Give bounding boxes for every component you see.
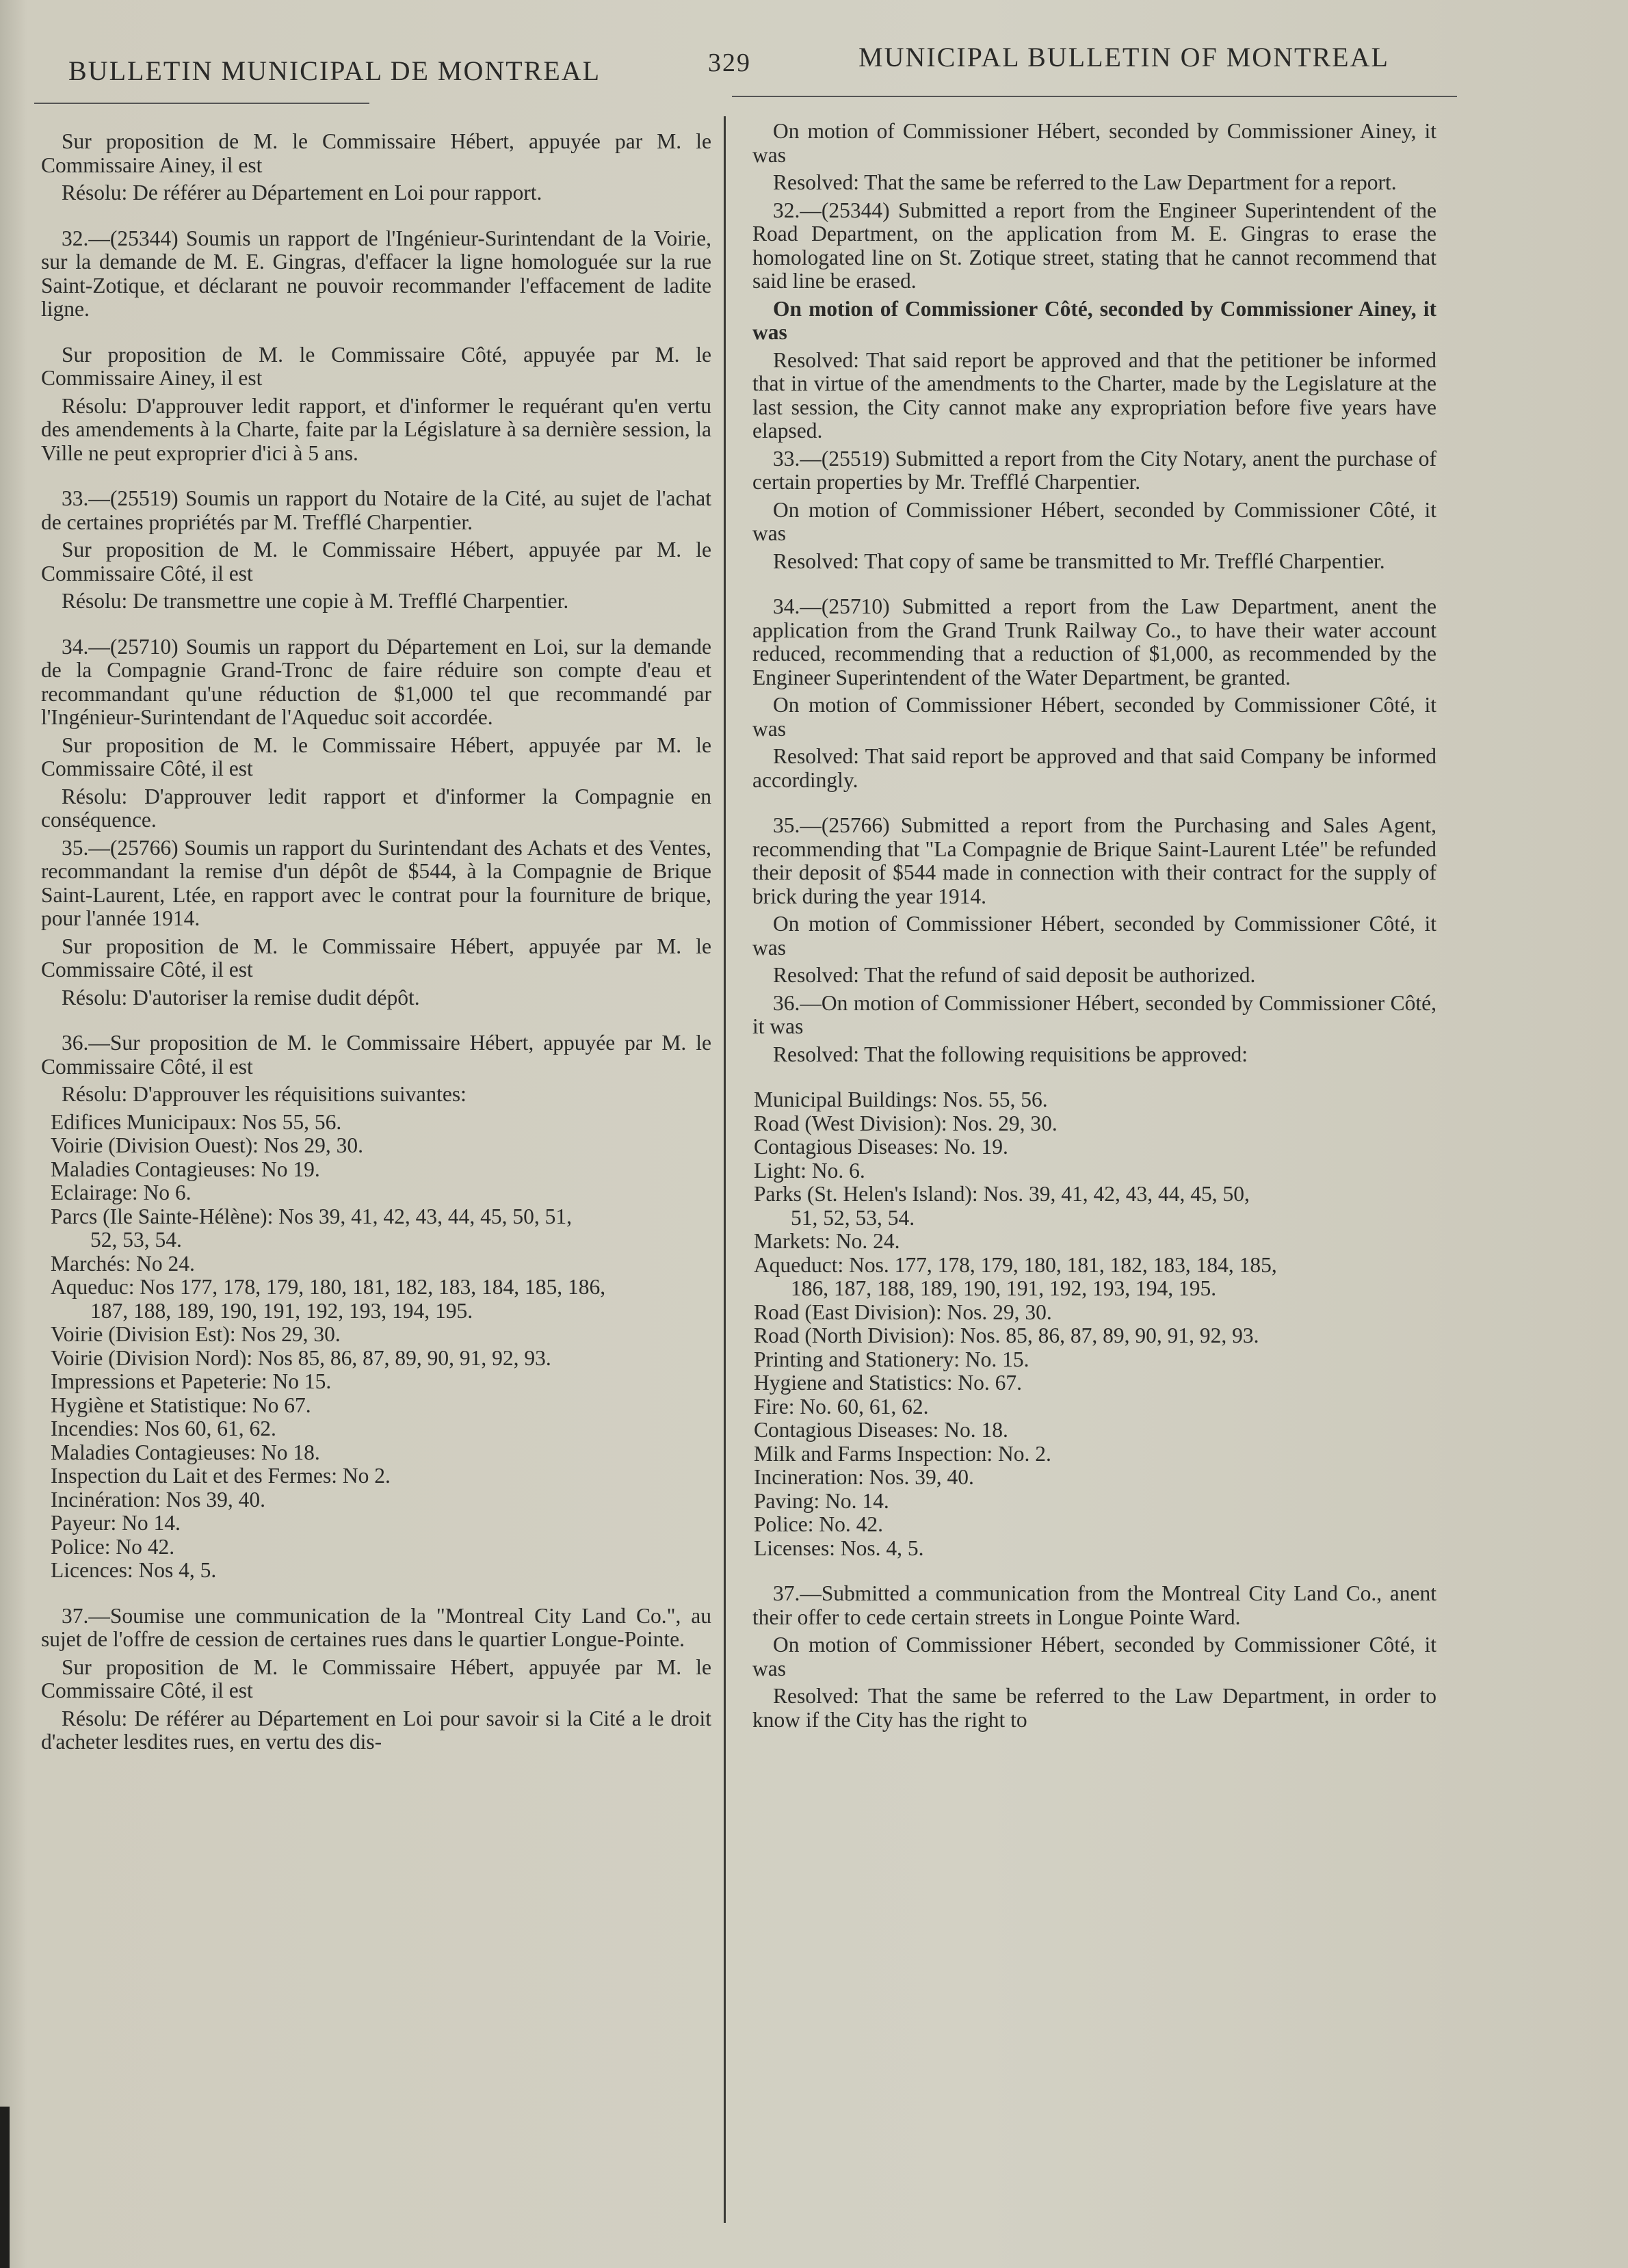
list-item: 52, 53, 54.: [90, 1228, 182, 1252]
list-item: Parcs (Ile Sainte-Hélène): Nos 39, 41, 42, 43, 44, 45, 50, 51,: [51, 1204, 572, 1228]
page-number: 329: [708, 49, 751, 77]
en-resolution: Resolved: That the following requisitions be approved:: [773, 1042, 1248, 1066]
list-item: Marchés: No 24.: [51, 1251, 195, 1276]
list-item: Road (East Division): Nos. 29, 30.: [754, 1300, 1052, 1324]
fr-item-35: 35.—(25766) Soumis un rapport du Surintendant des Achats et des Ventes, recommandant la remise d'un dépôt de $544, à la Compagnie de Brique Saint-Laurent, Ltée, en rapport avec le contrat pour la fourniture de brique, pour l'année 1914.: [41, 835, 711, 930]
list-item: Police: No 42.: [51, 1534, 175, 1559]
list-item: Parks (St. Helen's Island): Nos. 39, 41, 42, 43, 44, 45, 50,: [754, 1182, 1250, 1206]
list-item: Impressions et Papeterie: No 15.: [51, 1369, 332, 1393]
header-rule-right: [732, 96, 1457, 97]
list-item: Hygiene and Statistics: No. 67.: [754, 1371, 1022, 1395]
list-item: Police: No. 42.: [754, 1512, 883, 1536]
en-motion: On motion of Commissioner Hébert, seconded by Commissioner Côté, it was: [752, 1633, 1436, 1680]
en-item-32: 32.—(25344) Submitted a report from the Engineer Superintendent of the Road Department, on the application from M. E. Gingras to erase the homologated line on St. Zotique street, stating that he cannot recommend that said line be erased.: [752, 198, 1436, 293]
list-item: Road (West Division): Nos. 29, 30.: [754, 1111, 1058, 1135]
en-motion: On motion of Commissioner Hébert, seconded by Commissioner Côté, it was: [752, 912, 1436, 960]
en-requisition-list: [752, 1088, 1436, 1560]
fr-motion: Sur proposition de M. le Commissaire Hébert, appuyée par M. le Commissaire Côté, il est: [41, 538, 711, 585]
en-motion: On motion of Commissioner Hébert, seconded by Commissioner Côté, it was: [752, 497, 1436, 545]
list-item: Payeur: No 14.: [51, 1511, 181, 1535]
header-english-title: MUNICIPAL BULLETIN OF MONTREAL: [858, 42, 1389, 72]
fr-motion: Sur proposition de M. le Commissaire Hébert, appuyée par M. le Commissaire Côté, il est: [41, 1654, 711, 1702]
fr-item-32: 32.—(25344) Soumis un rapport de l'Ingénieur-Surintendant de la Voirie, sur la demande de M. E. Gingras, d'effacer la ligne homologuée sur la rue Saint-Zotique, et déclarant ne pouvoir recommander l'effacement de ladite ligne.: [41, 226, 711, 321]
en-resolution: Resolved: That the same be referred to the Law Department for a report.: [773, 170, 1397, 194]
fr-motion: Sur proposition de M. le Commissaire Hébert, appuyée par M. le Commissaire Côté, il est: [41, 934, 711, 981]
list-item: Contagious Diseases: No. 18.: [754, 1418, 1008, 1442]
list-item: Markets: No. 24.: [754, 1229, 900, 1253]
en-resolution: Resolved: That the refund of said deposit be authorized.: [773, 963, 1256, 987]
fr-resolution: Résolu: De référer au Département en Loi pour savoir si la Cité a le droit d'acheter lesdites rues, en vertu des dis-: [41, 1706, 711, 1754]
english-column: [752, 120, 1436, 1736]
en-item-34: 34.—(25710) Submitted a report from the Law Department, anent the application from the Grand Trunk Railway Co., to have their water account reduced, recommending that a reduction of $1,000, as recommended by the Engineer Superintendent of the Water Department, be granted.: [752, 594, 1436, 689]
french-column: [41, 130, 711, 1758]
fr-resolution: Résolu: D'approuver ledit rapport, et d'informer le requérant qu'en vertu des amendements à la Charte, faite par la Législature à sa dernière session, la Ville ne peut exproprier d'ici à 5 ans.: [41, 393, 711, 465]
fr-motion: Sur proposition de M. le Commissaire Hébert, appuyée par M. le Commissaire Ainey, il est: [41, 129, 711, 177]
list-item: Aqueduc: Nos 177, 178, 179, 180, 181, 182, 183, 184, 185, 186,: [51, 1275, 606, 1299]
list-item: 51, 52, 53, 54.: [791, 1205, 915, 1230]
fr-resolution: Résolu: D'approuver ledit rapport et d'informer la Compagnie en conséquence.: [41, 784, 711, 832]
list-item: Inspection du Lait et des Fermes: No 2.: [51, 1464, 391, 1488]
en-resolution: Resolved: That copy of same be transmitted to Mr. Trefflé Charpentier.: [773, 549, 1385, 573]
en-resolution: Resolved: That said report be approved and that the petitioner be informed that in virtue of the amendments to the Charter, made by the Legislature at the last session, the City cannot make any expropriation before five years have elapsed.: [752, 347, 1436, 443]
list-item: Road (North Division): Nos. 85, 86, 87, 89, 90, 91, 92, 93.: [754, 1323, 1259, 1347]
list-item: Licences: Nos 4, 5.: [51, 1558, 217, 1582]
list-item: Incineration: Nos. 39, 40.: [754, 1465, 974, 1489]
en-resolution: Resolved: That the same be referred to the Law Department, in order to know if the City has the right to: [752, 1684, 1436, 1732]
page-header: [62, 41, 1553, 89]
list-item: Printing and Stationery: No. 15.: [754, 1347, 1029, 1371]
list-item: Hygiène et Statistique: No 67.: [51, 1393, 311, 1417]
list-item: Eclairage: No 6.: [51, 1181, 192, 1204]
list-item: Licenses: Nos. 4, 5.: [754, 1535, 924, 1560]
list-item: Maladies Contagieuses: No 18.: [51, 1440, 320, 1464]
list-item: Contagious Diseases: No. 19.: [754, 1135, 1008, 1159]
list-item: Voirie (Division Est): Nos 29, 30.: [51, 1322, 341, 1346]
fr-motion: Sur proposition de M. le Commissaire Côté, appuyée par M. le Commissaire Ainey, il est: [41, 342, 711, 390]
en-item-37: 37.—Submitted a communication from the Montreal City Land Co., anent their offer to cede certain streets in Longue Pointe Ward.: [752, 1581, 1436, 1629]
list-item: Maladies Contagieuses: No 19.: [51, 1157, 320, 1181]
list-item: Municipal Buildings: Nos. 55, 56.: [754, 1087, 1048, 1111]
fr-resolution: Résolu: De transmettre une copie à M. Trefflé Charpentier.: [62, 589, 569, 613]
en-item-33: 33.—(25519) Submitted a report from the City Notary, anent the purchase of certain properties by Mr. Trefflé Charpentier.: [752, 446, 1436, 494]
fr-motion: Sur proposition de M. le Commissaire Hébert, appuyée par M. le Commissaire Côté, il est: [41, 733, 711, 780]
list-item: Milk and Farms Inspection: No. 2.: [754, 1441, 1051, 1466]
header-rule-left: [34, 103, 369, 104]
list-item: Aqueduct: Nos. 177, 178, 179, 180, 181, 182, 183, 184, 185,: [754, 1252, 1277, 1277]
column-divider: [724, 116, 726, 2223]
list-item: Edifices Municipaux: Nos 55, 56.: [51, 1109, 342, 1134]
fr-item-33: 33.—(25519) Soumis un rapport du Notaire de la Cité, au sujet de l'achat de certaines propriétés par M. Trefflé Charpentier.: [41, 486, 711, 534]
list-item: Voirie (Division Nord): Nos 85, 86, 87, 89, 90, 91, 92, 93.: [51, 1345, 551, 1370]
list-item: Voirie (Division Ouest): Nos 29, 30.: [51, 1133, 364, 1157]
header-french-title: BULLETIN MUNICIPAL DE MONTREAL: [68, 55, 601, 86]
list-item: 187, 188, 189, 190, 191, 192, 193, 194, 195.: [90, 1298, 473, 1323]
page-edge-shadow: [0, 2107, 10, 2268]
en-item-36: 36.—On motion of Commissioner Hébert, seconded by Commissioner Côté, it was: [752, 990, 1436, 1038]
list-item: 186, 187, 188, 189, 190, 191, 192, 193, 194, 195.: [791, 1276, 1217, 1300]
fr-item-37: 37.—Soumise une communication de la "Montreal City Land Co.", au sujet de l'offre de cession de certaines rues dans le quartier Longue-Pointe.: [41, 1603, 711, 1651]
list-item: Incinération: Nos 39, 40.: [51, 1487, 266, 1512]
en-item-35: 35.—(25766) Submitted a report from the Purchasing and Sales Agent, recommending that "La Compagnie de Brique Saint-Laurent Ltée" be refunded their deposit of $544 made in connection with their contract for the supply of brick during the year 1914.: [752, 813, 1436, 908]
list-item: Fire: No. 60, 61, 62.: [754, 1394, 929, 1419]
en-motion: On motion of Commissioner Côté, seconded by Commissioner Ainey, it was: [752, 296, 1436, 344]
list-item: Light: No. 6.: [754, 1158, 865, 1183]
fr-resolution: Résolu: D'approuver les réquisitions suivantes:: [62, 1082, 467, 1106]
en-motion: On motion of Commissioner Hébert, seconded by Commissioner Côté, it was: [752, 693, 1436, 741]
fr-item-36: 36.—Sur proposition de M. le Commissaire Hébert, appuyée par M. le Commissaire Côté, il est: [41, 1031, 711, 1079]
fr-resolution: Résolu: De référer au Département en Loi pour rapport.: [62, 181, 542, 205]
fr-resolution: Résolu: D'autoriser la remise dudit dépôt.: [62, 985, 420, 1010]
fr-item-34: 34.—(25710) Soumis un rapport du Département en Loi, sur la demande de la Compagnie Grand-Tronc de faire réduire son compte d'eau et recommandant qu'une réduction de $1,000 tel que recommandé par l'Ingénieur-Surintendant de l'Aqueduc soit accordée.: [41, 634, 711, 729]
en-motion: On motion of Commissioner Hébert, seconded by Commissioner Ainey, it was: [752, 119, 1436, 167]
en-resolution: Resolved: That said report be approved and that said Company be informed accordingly.: [752, 744, 1436, 792]
list-item: Paving: No. 14.: [754, 1488, 889, 1513]
list-item: Incendies: Nos 60, 61, 62.: [51, 1416, 276, 1440]
fr-requisition-list: [41, 1111, 711, 1583]
